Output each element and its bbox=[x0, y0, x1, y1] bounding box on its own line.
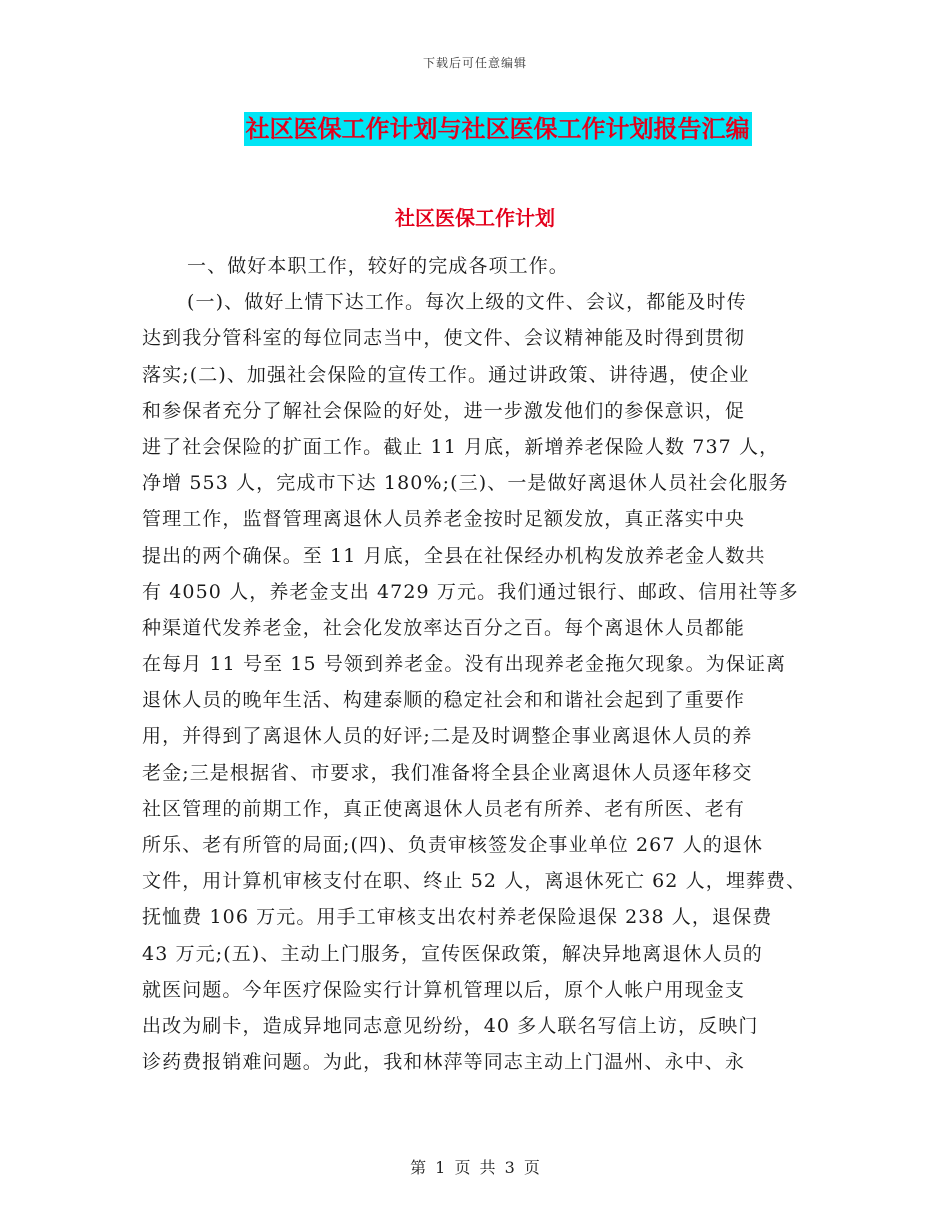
paragraph-line: 抚恤费 106 万元。用手工审核支出农村养老保险退保 238 人，退保费 bbox=[142, 906, 773, 929]
document-body bbox=[142, 248, 832, 1080]
paragraph-line: 种渠道代发养老金，社会化发放率达百分之百。每个离退休人员都能 bbox=[142, 616, 746, 639]
paragraph-line: 就医问题。今年医疗保险实行计算机管理以后，原个人帐户用现金支 bbox=[142, 978, 746, 1001]
paragraph-line: 净增 553 人，完成市下达 180%;(三)、一是做好离退休人员社会化服务 bbox=[142, 472, 789, 495]
paragraph-line: 诊药费报销难问题。为此，我和林萍等同志主动上门温州、永中、永 bbox=[142, 1051, 746, 1074]
paragraph-line: 退休人员的晚年生活、构建泰顺的稳定社会和和谐社会起到了重要作 bbox=[142, 689, 746, 712]
paragraph-line: 一、做好本职工作，较好的完成各项工作。 bbox=[187, 255, 569, 277]
paragraph-line: 文件，用计算机审核支付在职、终止 52 人，离退休死亡 62 人，埋葬费、 bbox=[142, 870, 807, 893]
paragraph-line: 所乐、老有所管的局面;(四)、负责审核签发企事业单位 267 人的退休 bbox=[142, 834, 764, 856]
paragraph-line: 43 万元;(五)、主动上门服务，宣传医保政策，解决异地离退休人员的 bbox=[142, 942, 763, 965]
paragraph-line: 在每月 11 号至 15 号领到养老金。没有出现养老金拖欠现象。为保证离 bbox=[142, 653, 787, 676]
paragraph-line: 出改为刷卡，造成异地同志意见纷纷，40 多人联名写信上访，反映门 bbox=[142, 1014, 759, 1037]
paragraph-line: 管理工作，监督管理离退休人员养老金按时足额发放，真正落实中央 bbox=[142, 508, 746, 531]
paragraph-line: 达到我分管科室的每位同志当中，使文件、会议精神能及时得到贯彻 bbox=[142, 327, 746, 350]
document-title: 社区医保工作计划与社区医保工作计划报告汇编 bbox=[244, 112, 752, 146]
paragraph-line: 老金;三是根据省、市要求，我们准备将全县企业离退休人员逐年移交 bbox=[142, 761, 753, 784]
main-title-wrap bbox=[0, 112, 950, 146]
paragraph-line: 进了社会保险的扩面工作。截止 11 月底，新增养老保险人数 737 人， bbox=[142, 435, 780, 458]
paragraph-line: (一)、做好上情下达工作。每次上级的文件、会议，都能及时传 bbox=[187, 291, 747, 314]
section-title: 社区医保工作计划 bbox=[395, 206, 555, 230]
paragraph-line: 提出的两个确保。至 11 月底，全县在社保经办机构发放养老金人数共 bbox=[142, 544, 766, 567]
page-footer: 第 1 页 共 3 页 bbox=[410, 1158, 540, 1177]
paragraph-line: 用，并得到了离退休人员的好评;二是及时调整企事业离退休人员的养 bbox=[142, 725, 753, 748]
paragraph-line: 有 4050 人，养老金支出 4729 万元。我们通过银行、邮政、信用社等多 bbox=[142, 580, 799, 603]
paragraph-line: 落实;(二)、加强社会保险的宣传工作。通过讲政策、讲待遇，使企业 bbox=[142, 363, 750, 386]
header-note: 下载后可任意编辑 bbox=[422, 56, 527, 70]
paragraph-line: 社区管理的前期工作，真正使离退休人员老有所养、老有所医、老有 bbox=[142, 797, 746, 820]
paragraph-line: 和参保者充分了解社会保险的好处，进一步激发他们的参保意识，促 bbox=[142, 399, 746, 422]
